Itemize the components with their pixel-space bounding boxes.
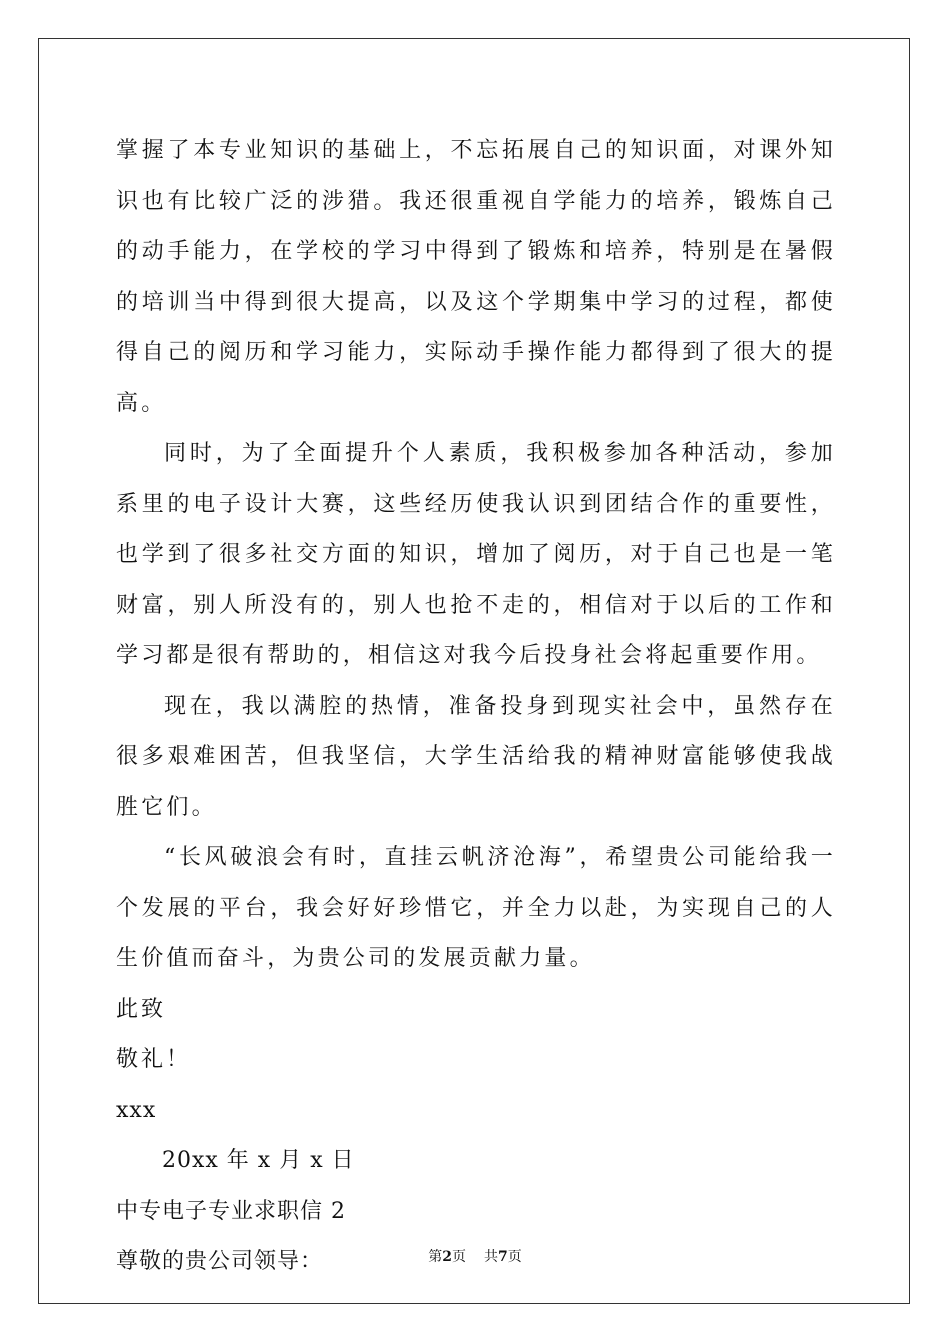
total-prefix: 共 bbox=[484, 1249, 498, 1265]
paragraph-2: 同时，为了全面提升个人素质，我积极参加各种活动，参加系里的电子设计大赛，这些经历使我认识到团结合作的重要性，也学到了很多社交方面的知识，增加了阅历，对于自己也是一笔财富，别人所没有的，别人也抢不走的，相信对于以后的工作和学习都是很有帮助的，相信这对我今后投身社会将起重要作用。 bbox=[116, 441, 836, 668]
paragraph-3: 现在，我以满腔的热情，准备投身到现实社会中，虽然存在很多艰难困苦，但我坚信，大学生活给我的精神财富能够使我战胜它们。 bbox=[116, 693, 836, 820]
page-suffix: 页 bbox=[452, 1249, 466, 1265]
paragraph-4: “长风破浪会有时，直挂云帆济沧海”，希望贵公司能给我一个发展的平台，我会好好珍惜它，并全力以赴，为实现自己的人生价值而奋斗，为贵公司的发展贡献力量。 bbox=[116, 845, 836, 971]
page-footer bbox=[0, 1246, 950, 1266]
closing-line-2: 敬礼！ bbox=[116, 1047, 192, 1072]
current-page-number: 2 bbox=[442, 1249, 452, 1265]
paragraph-1: 掌握了本专业知识的基础上，不忘拓展自己的知识面，对课外知识也有比较广泛的涉猎。我还很重视自学能力的培养，锻炼自己的动手能力，在学校的学习中得到了锻炼和培养，特别是在暑假的培训当中得到很大提高，以及这个学期集中学习的过程，都使得自己的阅历和学习能力，实际动手操作能力都得到了很大的提高。 bbox=[116, 138, 836, 416]
page-prefix: 第 bbox=[428, 1249, 443, 1265]
signature: xxx bbox=[116, 1097, 157, 1123]
date-line: 20xx 年 x 月 x 日 bbox=[162, 1148, 355, 1173]
document-body bbox=[116, 126, 836, 1288]
next-letter-title: 中专电子专业求职信 2 bbox=[116, 1198, 346, 1224]
total-page-number: 7 bbox=[498, 1249, 508, 1265]
next-letter-salutation: 尊敬的贵公司领导： bbox=[116, 1249, 324, 1274]
closing-line-1: 此致 bbox=[116, 996, 167, 1022]
total-suffix: 页 bbox=[507, 1249, 522, 1265]
